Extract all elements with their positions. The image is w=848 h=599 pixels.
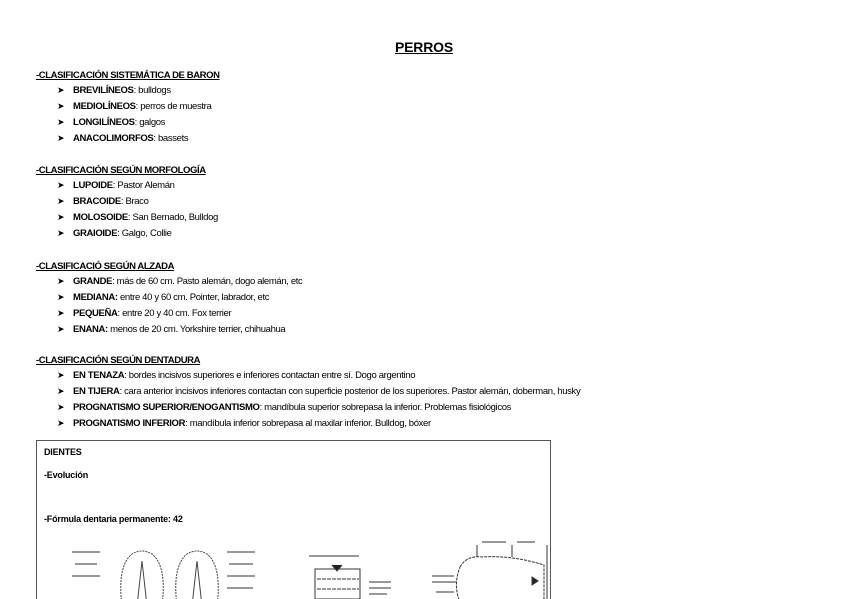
list-item [57, 324, 285, 335]
list-item [57, 133, 188, 144]
box-heading: DIENTES [44, 447, 82, 457]
item-text: : cara anterior incisivos inferiores contactan con superficie posterior de los superiores. Pastor alemán, doberman, husky [119, 386, 581, 397]
arrowhead-bullet-icon: ➤ [57, 101, 65, 111]
item-text: : mandíbula superior sobrepasa la inferior. Problemas fisiológicos [259, 402, 512, 413]
item-text: : Braco [120, 196, 149, 207]
list-item [57, 101, 211, 112]
section-heading: -CLASIFICACIÓ SEGÚN ALZADA [36, 261, 175, 272]
arrowhead-bullet-icon: ➤ [57, 196, 65, 206]
arrowhead-bullet-icon: ➤ [57, 228, 65, 238]
item-term: PEQUEÑA [73, 308, 118, 319]
item-term: ENANA: [73, 324, 108, 335]
item-term: GRANDE [73, 276, 113, 287]
incisors-illustration [307, 551, 397, 599]
section-heading: -CLASIFICACIÓN SEGÚN MORFOLOGÍA [36, 165, 206, 176]
item-text: : galgos [134, 117, 166, 128]
dientes-box [36, 440, 551, 599]
section-heading: -CLASIFICACIÓN SISTEMÁTICA DE BARON [36, 70, 220, 81]
formula-label: -Fórmula dentaria permanente: 42 [44, 514, 183, 524]
item-term: PROGNATISMO SUPERIOR/ENOGANTISMO [73, 402, 260, 413]
item-text: : bordes incisivos superiores e inferiores contactan entre sí. Dogo argentino [124, 370, 416, 381]
arrowhead-bullet-icon: ➤ [57, 85, 65, 95]
list-item [57, 386, 580, 397]
list-item [57, 276, 302, 287]
item-term: BRACOIDE [73, 196, 121, 207]
item-term: LUPOIDE [73, 180, 113, 191]
item-term: MEDIOLÍNEOS [73, 101, 136, 112]
list-item [57, 418, 431, 429]
arrowhead-bullet-icon: ➤ [57, 418, 65, 428]
item-term: GRAIOIDE [73, 228, 118, 239]
item-term: PROGNATISMO INFERIOR [73, 418, 186, 429]
arrowhead-bullet-icon: ➤ [57, 117, 65, 127]
list-item [57, 180, 175, 191]
evolucion-label: -Evolución [44, 470, 89, 480]
item-text: : bassets [153, 133, 189, 144]
item-text: : Galgo, Collie [117, 228, 172, 239]
list-item [57, 85, 171, 96]
item-term: LONGILÍNEOS [73, 117, 135, 128]
item-text: : perros de muestra [135, 101, 212, 112]
list-item [57, 117, 165, 128]
list-item [57, 196, 149, 207]
arrowhead-bullet-icon: ➤ [57, 308, 65, 318]
list-item [57, 228, 172, 239]
item-term: EN TENAZA [73, 370, 125, 381]
section-heading: -CLASIFICACIÓN SEGÚN DENTADURA [36, 355, 201, 366]
item-text: : San Bernado, Bulldog [127, 212, 218, 223]
item-term: ANACOLIMORFOS [73, 133, 154, 144]
dental-arch-illustration [67, 546, 287, 599]
item-text: : entre 20 y 40 cm. Fox terrier [117, 308, 232, 319]
list-item [57, 402, 511, 413]
item-text: : mandíbula inferior sobrepasa al maxilar inferior. Bulldog, bóxer [185, 418, 431, 429]
arrowhead-bullet-icon: ➤ [57, 292, 65, 302]
list-item [57, 308, 231, 319]
page-title: PERROS [395, 39, 453, 55]
item-text: menos de 20 cm. Yorkshire terrier, chihuahua [107, 324, 286, 335]
arrowhead-bullet-icon: ➤ [57, 386, 65, 396]
list-item [57, 370, 415, 381]
item-text: : más de 60 cm. Pasto alemán, dogo alemán, etc [112, 276, 303, 287]
item-term: MEDIANA: [73, 292, 118, 303]
item-text: entre 40 y 60 cm. Pointer, labrador, etc [117, 292, 270, 303]
list-item [57, 212, 218, 223]
arrowhead-bullet-icon: ➤ [57, 370, 65, 380]
arrowhead-bullet-icon: ➤ [57, 402, 65, 412]
arrowhead-bullet-icon: ➤ [57, 180, 65, 190]
item-text: : bulldogs [133, 85, 171, 96]
list-item [57, 292, 269, 303]
item-term: MOLOSOIDE [73, 212, 128, 223]
arrowhead-bullet-icon: ➤ [57, 276, 65, 286]
item-text: : Pastor Alemán [112, 180, 175, 191]
arrowhead-bullet-icon: ➤ [57, 324, 65, 334]
arrowhead-bullet-icon: ➤ [57, 133, 65, 143]
item-term: EN TIJERA [73, 386, 120, 397]
skull-illustration [432, 537, 550, 599]
item-term: BREVILÍNEOS [73, 85, 134, 96]
arrowhead-bullet-icon: ➤ [57, 212, 65, 222]
